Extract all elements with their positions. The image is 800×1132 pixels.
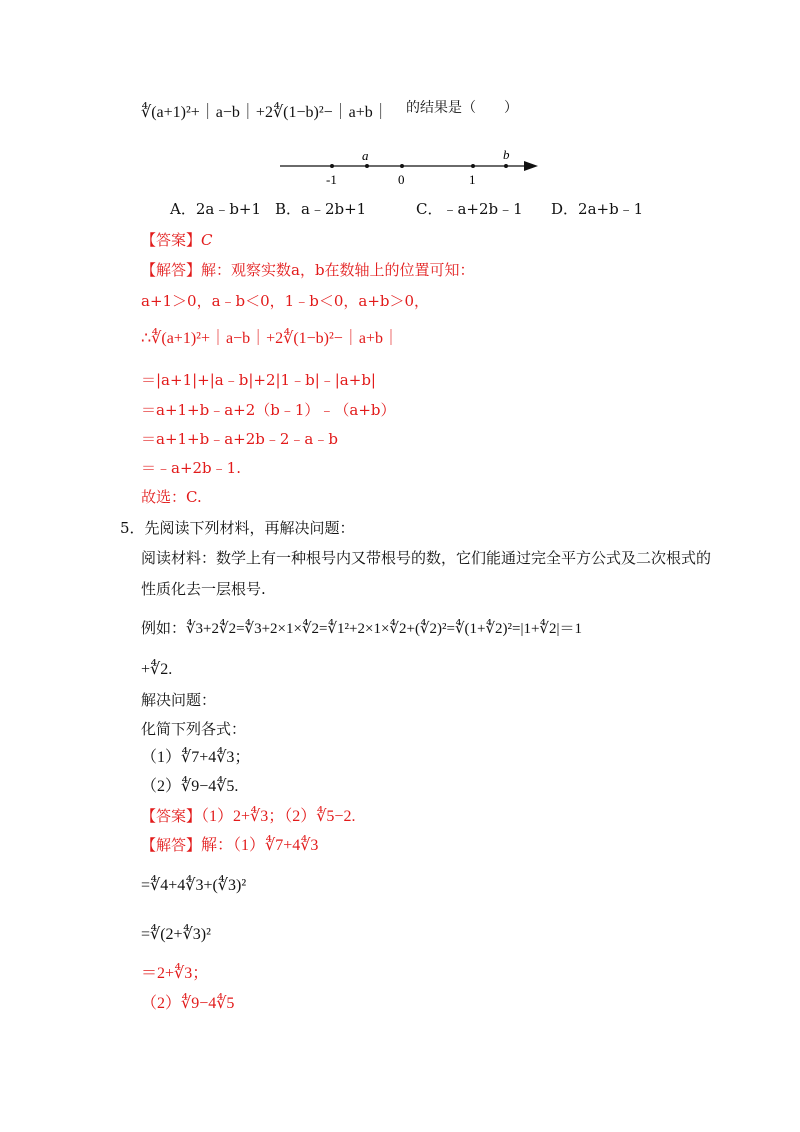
q5-solution-head-line [141, 835, 318, 856]
answer-tag: 【答案】 [141, 231, 202, 249]
number-line-tick-neg1: -1 [326, 172, 337, 187]
answer-text: （1）2+∜3；（2）∜5−2. [201, 808, 356, 825]
q5-example-line-1: 例如：∜3+2∜2=∜3+2×1×∜2=∜1²+2×1×∜2+(∜2)²=∜(1+∜2)²=|1+∜2|＝1 [141, 621, 582, 637]
number-line-tick-1: 1 [469, 172, 476, 187]
q5-title: 5．先阅读下列材料，再解决问题： [120, 519, 355, 537]
q5-simplify-heading: 化简下列各式： [141, 720, 247, 738]
q5-item-2: （2）∜9−4∜5. [141, 778, 239, 795]
choice-d: D．2a+b﹣1 [551, 200, 644, 218]
q5-solution-line-2: =∜(2+∜3)² [141, 926, 211, 943]
q4-solution-line-5: ＝a+1+b﹣a+2b﹣2﹣a﹣b [141, 430, 338, 448]
number-line-tick-0: 0 [398, 172, 405, 187]
q4-solution-intro-line [141, 260, 475, 280]
q5-solve-heading: 解决问题： [141, 691, 217, 709]
solution-tag: 【解答】 [141, 836, 202, 854]
q4-choices [0, 199, 800, 219]
q4-solution-conclusion: 故选：C. [141, 488, 202, 506]
q4-solution-line-1: a+1＞0，a﹣b＜0，1﹣b＜0，a+b＞0， [141, 292, 430, 310]
number-line-figure [276, 146, 542, 190]
q5-solution-line-1: =∜4+4∜3+(∜3)² [141, 877, 247, 894]
q4-stem-text: 的结果是（ ） [406, 100, 518, 116]
q4-solution-line-2: ∴∜(a+1)²+｜a−b｜+2∜(1−b)²−｜a+b｜ [141, 330, 399, 347]
q4-answer [141, 230, 213, 250]
choice-b: B．a﹣2b+1 [275, 200, 367, 218]
solution-intro: 解：观察实数a，b在数轴上的位置可知： [201, 261, 475, 279]
q5-item-1: （1）∜7+4∜3； [141, 749, 251, 766]
q5-material-line-1: 阅读材料：数学上有一种根号内又带根号的数，它们能通过完全平方公式及二次根式的 [141, 549, 712, 567]
number-line-label-b: b [503, 147, 510, 162]
q4-solution-line-6: ＝﹣a+2b﹣1. [141, 459, 241, 477]
q5-solution-line-4: （2）∜9−4∜5 [141, 995, 235, 1012]
choice-c: C．﹣a+2b﹣1 [416, 200, 523, 218]
q5-solution-line-3: ＝2+∜3； [141, 965, 209, 982]
q4-solution-line-3: ＝|a+1|+|a﹣b|+2|1﹣b|﹣|a+b| [141, 371, 376, 389]
number-line-label-a: a [362, 148, 369, 163]
q4-solution-line-4: ＝a+1+b﹣a+2（b﹣1）﹣（a+b） [141, 401, 396, 419]
answer-tag: 【答案】 [141, 807, 202, 825]
q4-stem-expression: ∜(a+1)²+｜a−b｜+2∜(1−b)²−｜a+b｜ [141, 104, 389, 121]
q5-answer [141, 806, 355, 827]
q5-material-line-2: 性质化去一层根号. [141, 580, 266, 598]
answer-value: C [201, 231, 213, 249]
q5-example-line-2: +∜2. [141, 661, 173, 678]
solution-tag: 【解答】 [141, 261, 202, 279]
solution-head: 解：（1）∜7+4∜3 [201, 837, 319, 854]
choice-a: A．2a﹣b+1 [170, 200, 262, 218]
